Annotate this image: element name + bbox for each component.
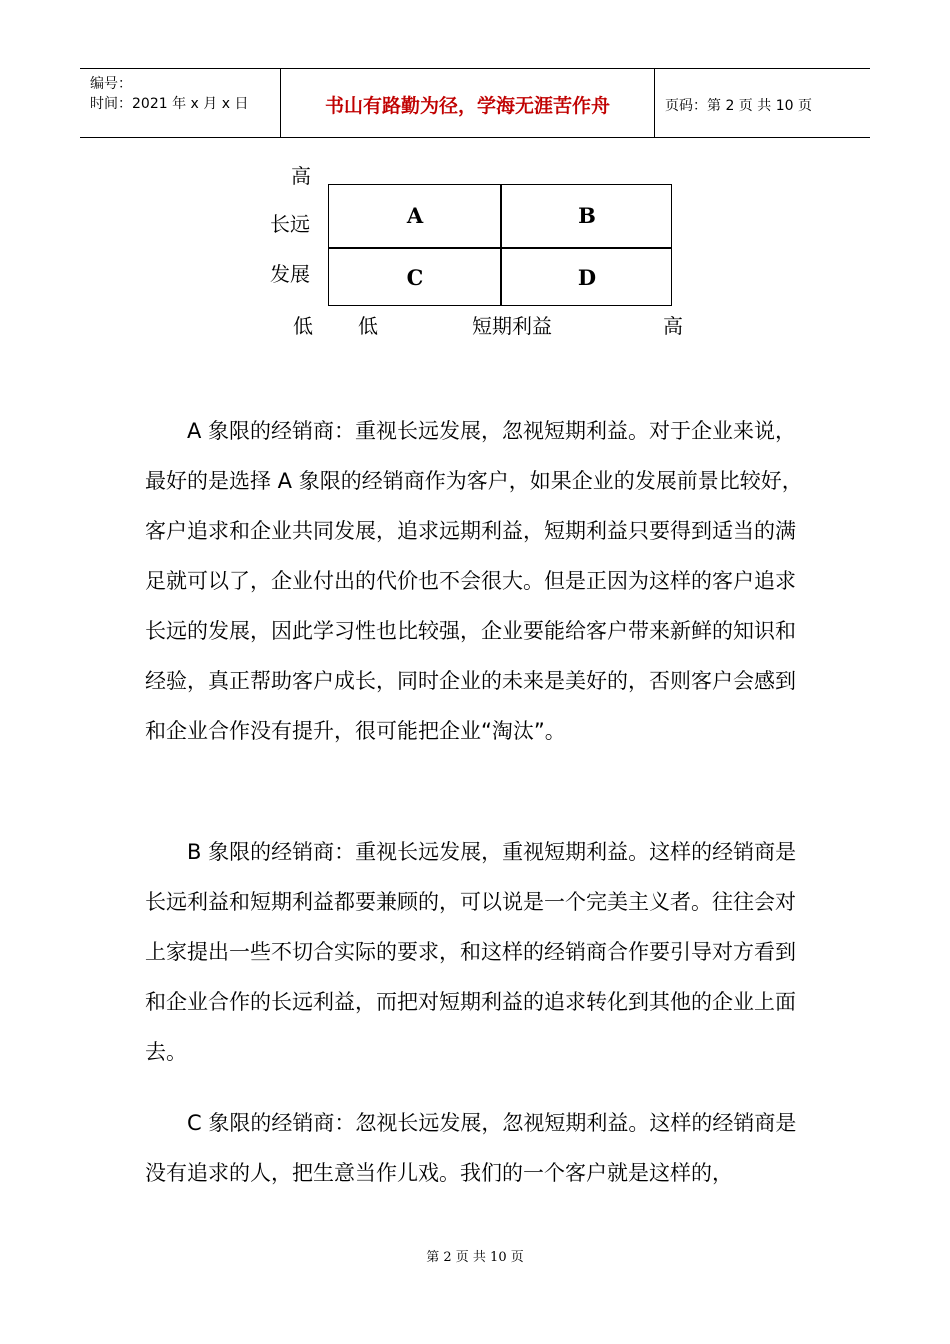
header-motto-cell <box>280 69 655 137</box>
x-axis-high-label: 高 <box>663 314 683 338</box>
document-header <box>80 68 870 138</box>
paragraph-quadrant-c: C 象限的经销商：忽视长远发展，忽视短期利益。这样的经销商是没有追求的人，把生意当作儿戏。我们的一个客户就是这样的， <box>145 1111 797 1185</box>
quadrant-a-label: A <box>406 203 424 228</box>
y-axis-label-line2: 发展 <box>270 262 310 286</box>
y-axis-low-label: 低 <box>293 314 313 338</box>
x-axis-label: 短期利益 <box>472 314 552 338</box>
quadrant-c-label: C <box>406 265 424 290</box>
grid-horizontal-divider <box>329 247 671 249</box>
grid-vertical-divider <box>500 185 502 305</box>
y-axis-high-label: 高 <box>291 164 311 188</box>
header-meta-cell <box>80 69 280 137</box>
page-footer: 第 2 页 共 10 页 <box>426 1250 524 1265</box>
document-date-label: 时间：2021 年 x 月 x 日 <box>90 96 249 112</box>
header-page-number: 页码：第 2 页 共 10 页 <box>665 98 812 114</box>
paragraph-quadrant-a: A 象限的经销商：重视长远发展，忽视短期利益。对于企业来说，最好的是选择 A 象限的经销商作为客户，如果企业的发展前景比较好，客户追求和企业共同发展，追求远期利益，短期利益只要得到适当的满足就可以了，企业付出的代价也不会很大。但是正因为这样的客户追求长远的发展，因此学习性也比较强，企业要能给客户带来新鲜的知识和经验，真正帮助客户成长，同时企业的未来是美好的，否则客户会感到和企业合作没有提升，很可能把企业“淘汰”。 <box>145 419 803 743</box>
quadrant-b-label: B <box>578 203 596 228</box>
y-axis-label-line1: 长远 <box>270 212 310 236</box>
paragraph-quadrant-b: B 象限的经销商：重视长远发展，重视短期利益。这样的经销商是长远利益和短期利益都要兼顾的，可以说是一个完美主义者。往往会对上家提出一些不切合实际的要求，和这样的经销商合作要引导对方看到和企业合作的长远利益，而把对短期利益的追求转化到其他的企业上面去。 <box>145 840 797 1064</box>
document-id-label: 编号： <box>90 76 132 92</box>
quadrant-d-label: D <box>577 265 597 290</box>
header-motto: 书山有路勤为径，学海无涯苦作舟 <box>324 95 610 117</box>
quadrant-grid <box>328 184 672 306</box>
quadrant-diagram <box>0 150 950 350</box>
x-axis-low-label: 低 <box>358 314 378 338</box>
header-page-cell <box>655 69 870 137</box>
